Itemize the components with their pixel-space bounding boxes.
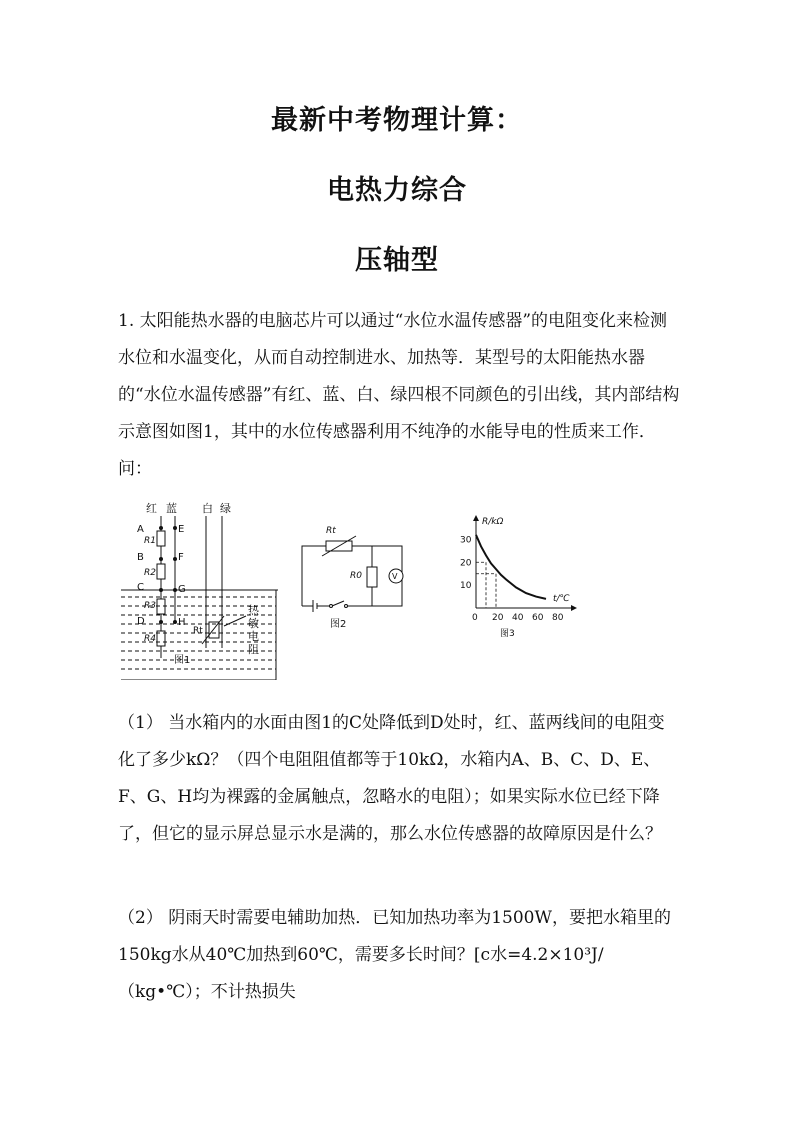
contact-label-h: H [178, 617, 186, 628]
resistor-label-r4: R4 [144, 634, 156, 644]
contact-label-f: F [178, 552, 184, 563]
page-subtitle-type: 压轴型 [355, 245, 439, 276]
chart-x-tick-label: 0 [472, 613, 478, 623]
contact-label-a: A [137, 524, 144, 535]
resistor-label-r1: R1 [144, 536, 156, 546]
chart-x-tick-label: 80 [552, 613, 564, 623]
page-title: 最新中考物理计算： [271, 105, 523, 136]
chart-curve [476, 535, 546, 599]
contact-label-b: B [137, 552, 144, 563]
wire-label-red: 红 [146, 502, 157, 515]
side-label-4: 阻 [248, 643, 259, 656]
figure-3-caption: 图3 [500, 629, 515, 639]
chart-x-tick-label: 60 [532, 613, 544, 623]
wire-label-blue: 蓝 [166, 502, 177, 515]
chart-y-tick-label: 30 [460, 535, 472, 546]
question-intro: 1. 太阳能热水器的电脑芯片可以通过“水位水温传感器”的电阻变化来检测水位和水温变化，从而自动控制进水、加热等．某型号的太阳能热水器的“水位水温传感器”有红、蓝、白、绿四根不同颜色的引出线，其内部结构示意图如图1，其中的水位传感器利用不纯净的水能导电的性质来工作．问： [118, 311, 680, 479]
side-label-3: 电 [248, 630, 259, 643]
side-label-1: 热 [248, 604, 259, 617]
figure-2-circuit [296, 518, 408, 630]
contact-label-g: G [178, 584, 186, 595]
chart-y-axis-label: R/kΩ [482, 517, 504, 527]
wire-label-green: 绿 [220, 502, 231, 515]
question-part-1: （1） 当水箱内的水面由图1的C处降低到D处时，红、蓝两线间的电阻变化了多少kΩ？（四个电阻阻值都等于10kΩ，水箱内A、B、C、D、E、F、G、H均为裸露的金属触点，忽略水的电阻）；如果实际水位已经下降了，但它的显示屏总显示水是满的，那么水位传感器的故障原因是什么？ [118, 713, 665, 844]
fig2-thermistor-label: Rt [326, 526, 336, 536]
fig2-resistor-label: R0 [350, 571, 362, 581]
chart-x-axis-label: t/℃ [553, 594, 570, 604]
contact-label-d: D [137, 616, 145, 627]
side-label-2: 敏 [248, 617, 259, 630]
chart-x-tick-label: 20 [492, 613, 504, 623]
figure-2-caption: 图2 [330, 619, 347, 630]
resistor-label-r3: R3 [144, 601, 156, 611]
chart-y-tick-label: 10 [460, 581, 472, 592]
chart-y-tick-label: 20 [460, 558, 472, 569]
chart-guide-line [476, 562, 486, 608]
page-subtitle: 电热力综合 [327, 175, 467, 206]
figure-3-chart [452, 508, 588, 640]
wire-label-white: 白 [202, 502, 213, 515]
figure-1-sensor-diagram [118, 498, 278, 680]
figure-1-caption: 图1 [174, 655, 191, 666]
voltmeter-icon: V [392, 572, 398, 581]
chart-x-tick-label: 40 [512, 613, 524, 623]
contact-label-e: E [178, 524, 185, 535]
thermistor-label: Rt [193, 626, 203, 636]
resistor-label-r2: R2 [144, 568, 156, 578]
contact-label-c: C [137, 582, 144, 593]
question-part-2: （2） 阴雨天时需要电辅助加热．已知加热功率为1500W，要把水箱里的150kg水从40℃加热到60℃，需要多长时间？[c水=4.2×10³J/（kg•℃）；不计热损失 [118, 908, 671, 1002]
